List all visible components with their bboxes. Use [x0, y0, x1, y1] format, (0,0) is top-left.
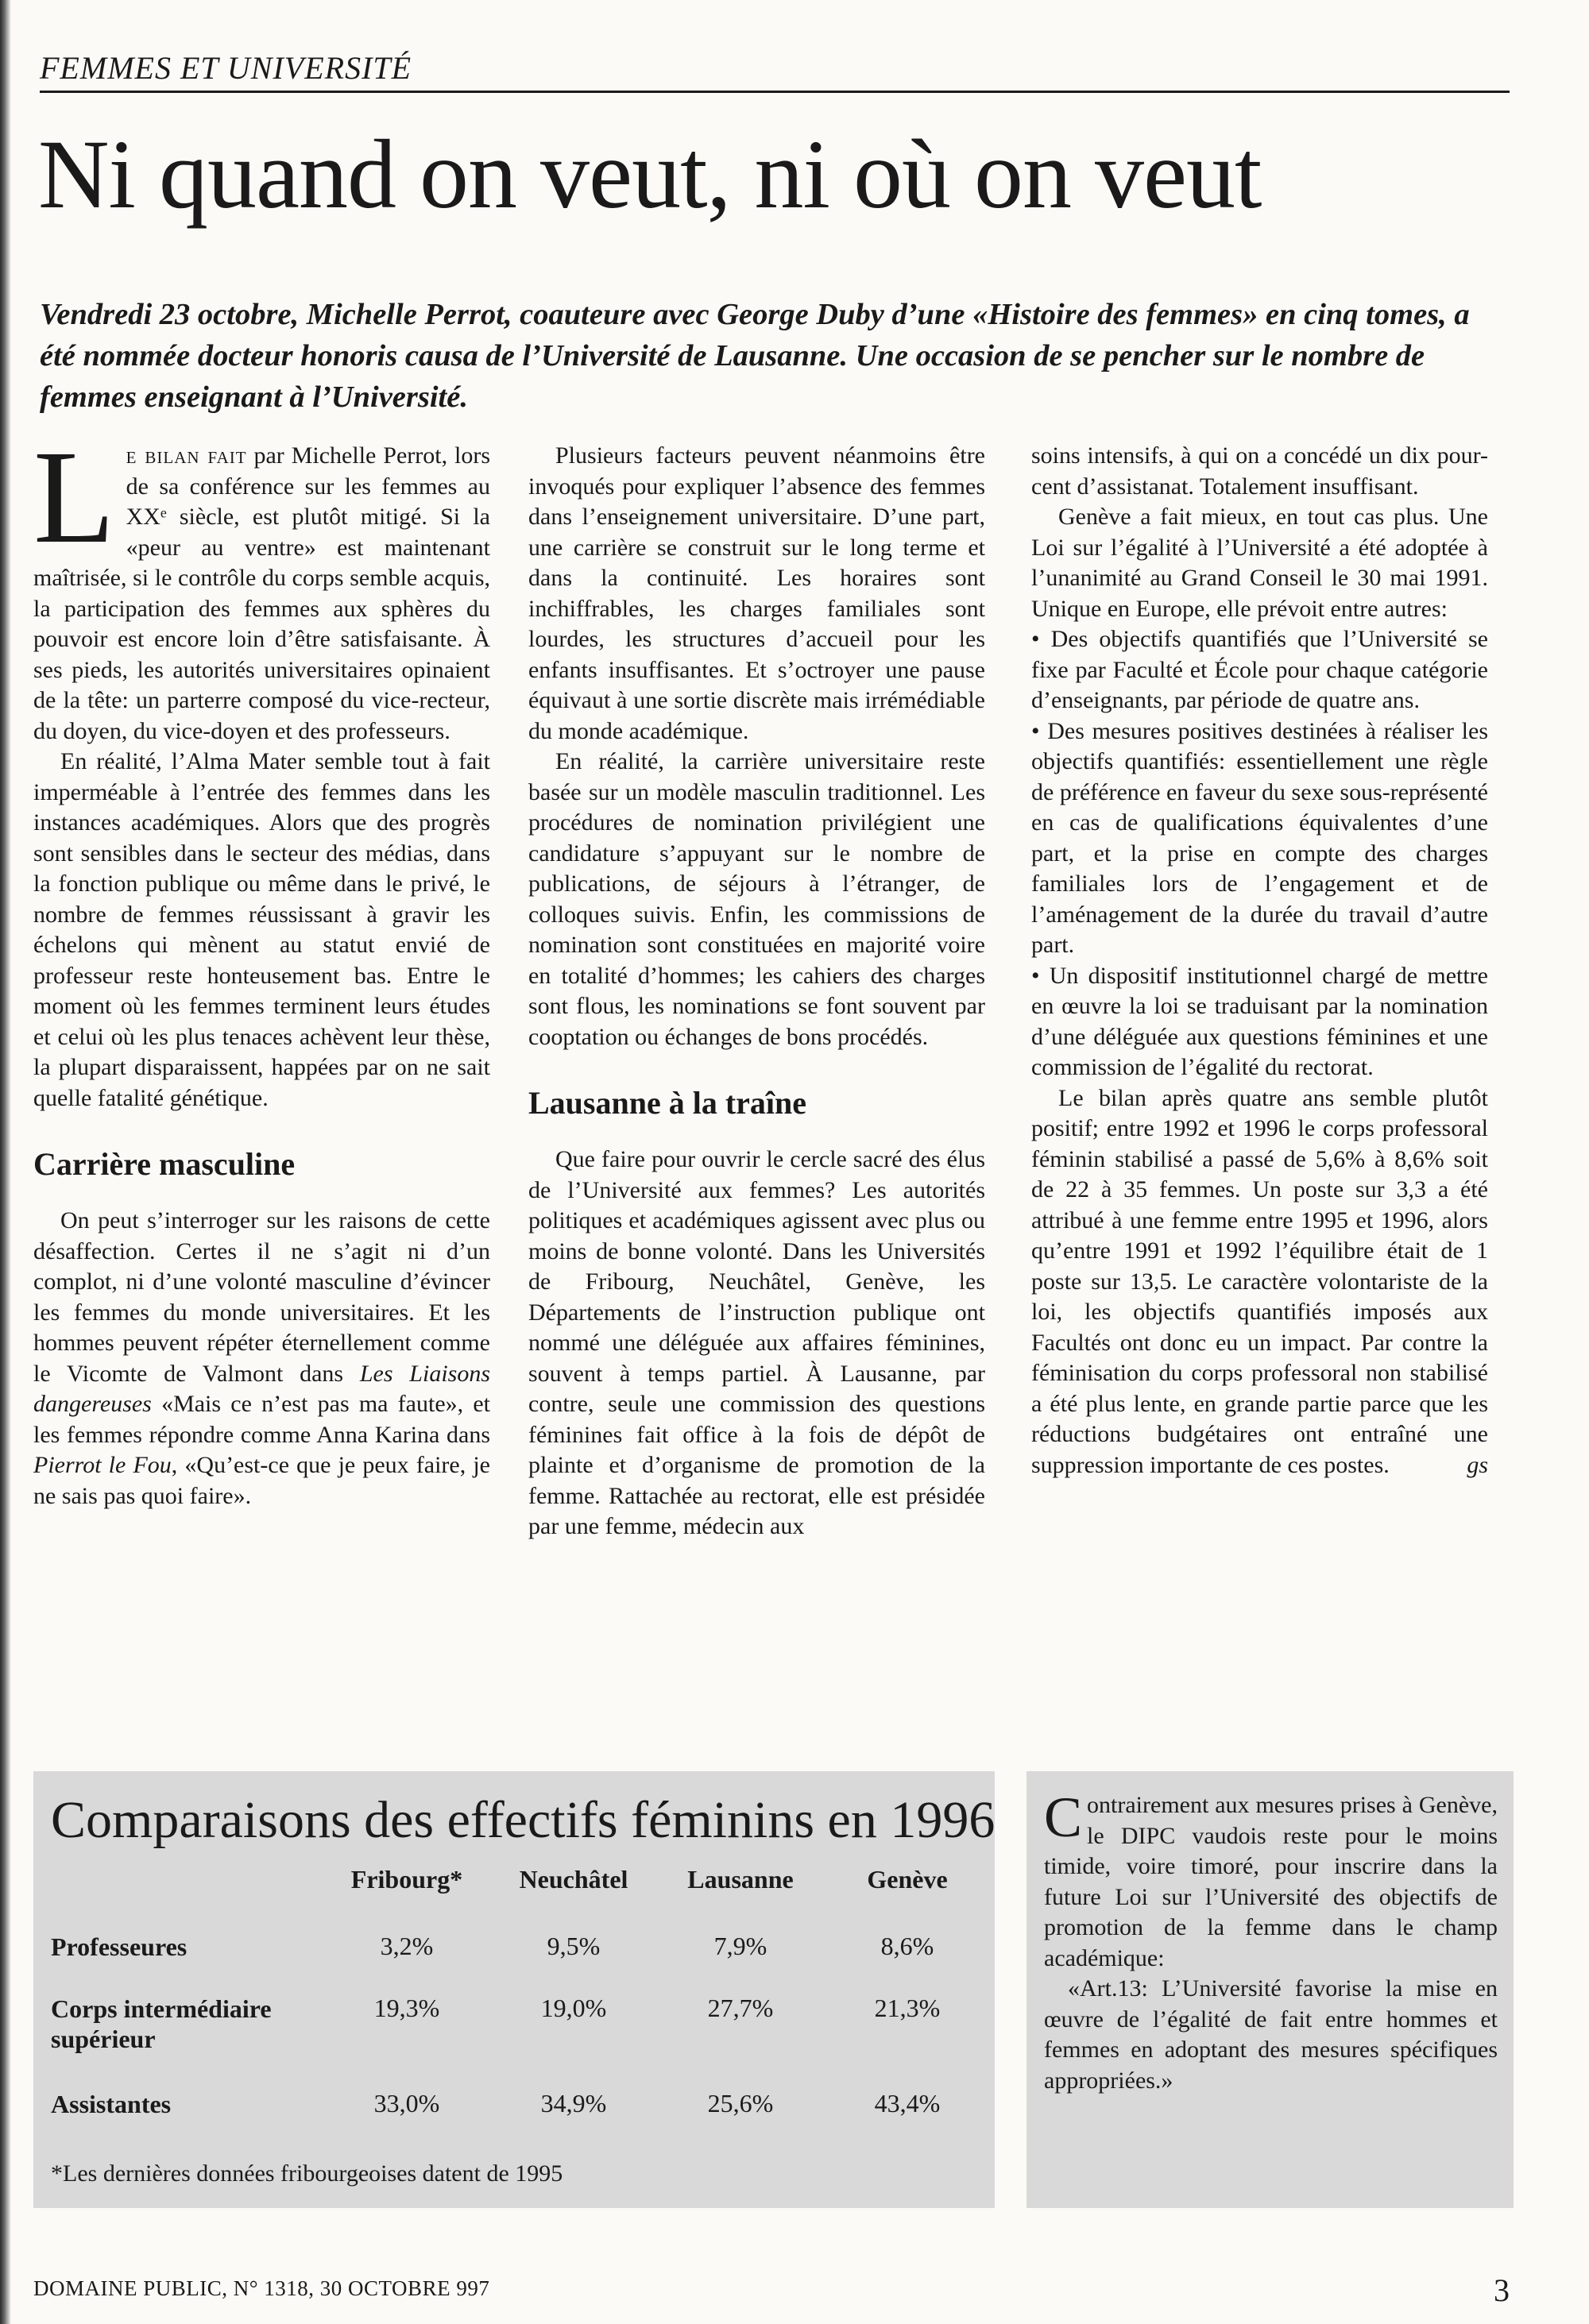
table-cell: 19,0% [540, 1994, 607, 2022]
page-footer [0, 2272, 1589, 2308]
table-cell: 19,3% [373, 1994, 440, 2022]
comparison-title: Comparaisons des effectifs féminins en 1996 [51, 1791, 996, 1849]
row-label: Assistantes [51, 2090, 172, 2118]
headline: Ni quand on veut, ni où on veut [38, 120, 1262, 229]
table-cell: 7,9% [713, 1932, 767, 1960]
publication-info: DOMAINE PUBLIC, N° 1318, 30 OCTOBRE 997 [33, 2276, 490, 2300]
subhead: Carrière masculine [33, 1146, 296, 1182]
paragraph [33, 1206, 490, 1511]
paragraph: soins intensifs, à qui on a concédé un dix pour-cent d’assistanat. Totalement insuffisant. [1031, 442, 1488, 500]
column-header: Lausanne [687, 1865, 794, 1894]
rubric-rule [40, 91, 1510, 93]
row-label: Professeures [51, 1932, 188, 1961]
table-cell: 8,6% [880, 1932, 934, 1960]
section-rubric: FEMMES ET UNIVERSITÉ [40, 50, 412, 86]
lead-caps: e bilan fait [126, 442, 247, 469]
bullet-item: • Un dispositif institutionnel chargé de mettre en œuvre la loi se traduisant par la nomination d’une déléguée aux questions féminines et une commission de l’égalité du rectorat. [1031, 962, 1488, 1080]
table-cell: 27,7% [707, 1994, 774, 2022]
table-cell: 9,5% [547, 1932, 601, 1960]
sidebar-quote-box [1026, 1771, 1514, 2208]
table-cell: 34,9% [540, 2089, 607, 2117]
paragraph: En réalité, la carrière universitaire reste basée sur un modèle masculin traditionnel. Les procédures de nomination privilégient une candidature s’appuyant sur le nombre de publications, de séjours à l’étranger, de colloques suivis. Enfin, les commissions de nomination sont constituées en majorité voire en totalité d’hommes; les cahiers des charges sont flous, les nominations se font souvent par cooptation ou échanges de bons procédés. [528, 748, 985, 1050]
paragraph-text: Le bilan après quatre ans semble plutôt positif; entre 1992 et 1996 le corps professoral féminin stabilisé a passé de 5,6% à 8,6% soit de 22 à 35 femmes. Un poste sur 3,3 a été attribué à une femme entre 1995 et 1996, alors qu’entre 1991 et 1992 l’équilibre était de 1 poste sur 13,5. Le caractère volontariste de la loi, les objectifs quantifiés imposés aux Facultés ont donc eu un impact. Par contre la féminisation du corps professoral non stabilisé a été plus lente, en grande partie parce que les réductions budgétaires ont entraîné une suppression importante de ces postes. [1031, 1084, 1488, 1478]
drop-cap: C [1044, 1785, 1083, 1849]
paragraph [1044, 1785, 1498, 1974]
lede: Vendredi 23 octobre, Michelle Perrot, coauteure avec George Duby d’une «Histoire des femmes» en cinq tomes, a été nommée docteur honoris causa de l’Université de Lausanne. Une occasion de se pencher sur le nombre de femmes enseignant à l’Université. [40, 298, 1470, 414]
paragraph: En réalité, l’Alma Mater semble tout à fait imperméable à l’entrée des femmes dans les instances académiques. Alors que des progrès sont sensibles dans le secteur des médias, dans la fonction publique ou même dans le privé, le nombre de femmes réussissant à gravir les échelons qui mènent au statut envié de professeur reste honteusement bas. Entre le moment où les femmes terminent leurs études et celui où les plus tenaces achèvent leur thèse, la plupart disparaissent, happées par on ne sait quelle fatalité génétique. [33, 748, 490, 1111]
table-cell: 33,0% [373, 2089, 440, 2117]
column-header: Fribourg* [350, 1865, 463, 1894]
paragraph-text: , «Qu’est-ce que je peux faire, je ne sais pas quoi faire». [33, 1452, 490, 1509]
article-column-3 [1031, 441, 1488, 1480]
paragraph-text: ontrairement aux mesures prises à Genève, le DIPC vaudois reste pour le moins timide, voire timoré, pour inscrire dans la future Loi sur l’Université des objectifs de promotion de la femme dans le champ académique: [1044, 1792, 1498, 1971]
table-cell: 3,2% [380, 1932, 434, 1960]
drop-cap: L [33, 423, 115, 571]
author-signature: gs [1467, 1451, 1488, 1478]
table-cell: 21,3% [874, 1994, 941, 2022]
page-edge-shadow [0, 0, 11, 2324]
paragraph [1031, 1083, 1488, 1481]
paragraph: Plusieurs facteurs peuvent néanmoins être invoqués pour expliquer l’absence des femmes dans l’enseignement universitaire. D’une part, une carrière se construit sur le long terme et dans la continuité. Les horaires sont inchiffrables, les charges familiales sont lourdes, les structures d’accueil pour les enfants insuffisantes. Et s’octroyer une pause équivaut à une sortie discrète mais irrémédiable du monde académique. [528, 442, 985, 744]
article-column-1 [33, 423, 491, 1511]
paragraph-text: par Michelle Perrot, lors de sa conférence sur les femmes au XXᵉ siècle, est plutôt mitigé. Si la «peur au ventre» est maintenant maîtrisée, si le contrôle du corps semble acquis, la participation des femmes aux sphères du pouvoir est encore loin d’être satisfaisante. À ses pieds, les autorités universitaires opinaient de la tête: un parterre composé du vice-recteur, du doyen, du vice-doyen et des professeurs. [33, 442, 490, 744]
column-header: Genève [867, 1865, 948, 1894]
paragraph-text: On peut s’interroger sur les raisons de cette désaffection. Certes il ne s’agit ni d’un complot, ni d’une volonté masculine d’évincer les femmes du monde universitaires. Et les hommes peuvent répéter éternellement comme le Vicomte de Valmont dans [33, 1207, 490, 1387]
paragraph: Que faire pour ouvrir le cercle sacré des élus de l’Université aux femmes? Les autorités politiques et académiques agissent avec plus ou moins de bonne volonté. Dans les Universités de Fribourg, Neuchâtel, Genève, les Départements de l’instruction publique ont nommé une déléguée aux affaires féminines, souvent à temps partiel. À Lausanne, par contre, seule une commission des questions féminines fait office à la fois de dépôt de plainte et d’organisme de promotion de la femme. Rattachée au rectorat, elle est présidée par une femme, médecin aux [528, 1146, 985, 1539]
paragraph [33, 423, 490, 747]
table-footnote: *Les dernières données fribourgeoises datent de 1995 [51, 2160, 563, 2187]
bullet-item: • Des objectifs quantifiés que l’Université se fixe par Faculté et École pour chaque catégorie d’enseignants, par période de quatre ans. [1031, 626, 1488, 713]
quoted-article: «Art.13: L’Université favorise la mise en œuvre de l’égalité de fait entre hommes et femmes en adoptant des mesures spécifiques appropriées.» [1044, 1975, 1498, 2094]
page-number: 3 [1494, 2272, 1510, 2308]
paragraph: Genève a fait mieux, en tout cas plus. Une Loi sur l’égalité à l’Université a été adoptée à l’unanimité au Grand Conseil le 30 mai 1991. Unique en Europe, elle prévoit entre autres: [1031, 504, 1488, 622]
table-cell: 25,6% [707, 2089, 774, 2117]
table-cell: 43,4% [874, 2089, 941, 2117]
bullet-item: • Des mesures positives destinées à réaliser les objectifs quantifiés: essentiellement une règle de préférence en faveur du sexe sous-représenté en cas de qualifications équivalentes d’une part, et la prise en compte des charges familiales lors de l’engagement et de l’aménagement de la durée du travail d’autre part. [1031, 717, 1488, 958]
subhead: Lausanne à la traîne [528, 1085, 807, 1121]
column-header: Neuchâtel [519, 1865, 628, 1894]
article-column-2 [528, 441, 985, 1542]
film-title: Pierrot le Fou [33, 1452, 172, 1478]
row-label: Corps intermédiaire supérieur [51, 1994, 272, 2053]
paragraph-text: «Mais ce n’est pas ma faute», et les femmes répondre comme Anna Karina dans [33, 1391, 490, 1448]
comparison-table-box [33, 1771, 995, 2208]
book-title: Les Liaisons dangereuses [33, 1360, 491, 1417]
